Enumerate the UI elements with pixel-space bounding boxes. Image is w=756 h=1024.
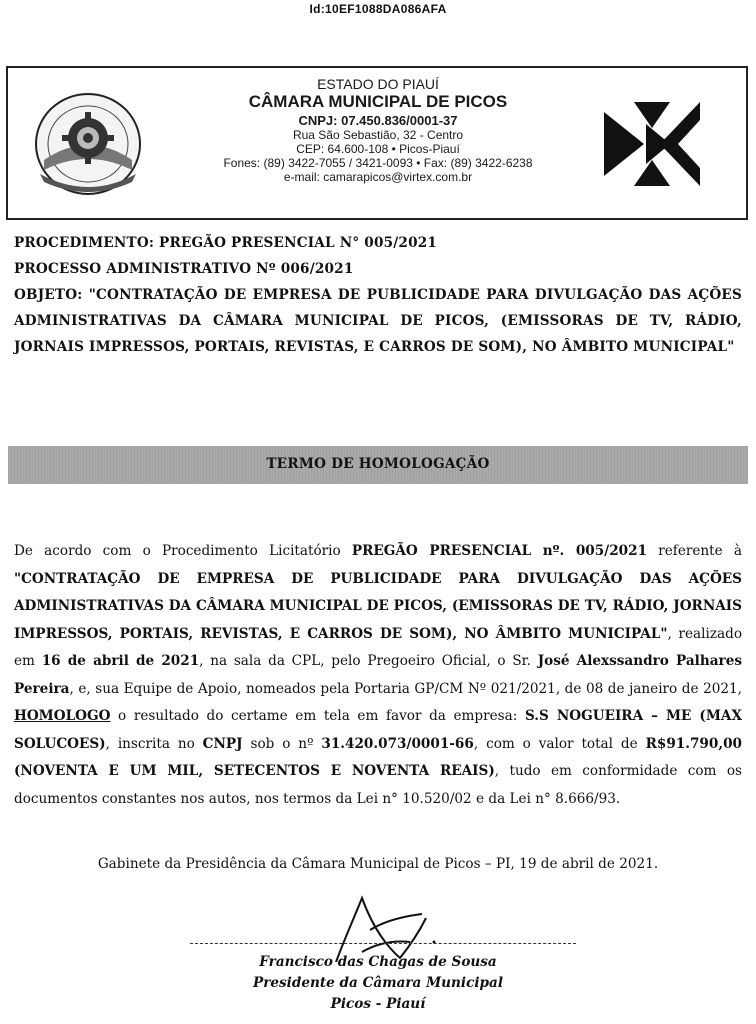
email: e-mail: camarapicos@virtex.com.br [283,170,473,184]
chamber-seal-logo [34,90,142,198]
place-and-date: Gabinete da Presidência da Câmara Municipal de Picos – PI, 19 de abril de 2021. [97,856,659,872]
body-bold: "CONTRATAÇÃO DE EMPRESA DE PUBLICIDADE PARA DIVULGAÇÃO DAS AÇÕES ADMINISTRATIVAS DA CÂMARA MUNICIPAL DE PICOS, (EMISSORAS DE TV, RÁDIO, JORNAIS IMPRESSOS, PORTAIS, REVISTAS, E CARROS DE SOM), NO ÂMBITO MUNICIPAL" [14,570,742,642]
section-band [8,446,748,484]
homologation-paragraph [14,538,742,813]
signer-role: Presidente da Câmara Municipal [252,975,503,991]
letterhead [6,66,748,220]
section-title: TERMO DE HOMOLOGAÇÃO [266,456,490,472]
body-bold: 16 de abril de 2021 [41,653,200,669]
city-emblem-icon [604,102,700,186]
chamber-cnpj: CNPJ: 07.450.836/0001-37 [298,113,458,128]
body-bold: José Alexssandro Palhares Pereira [14,653,742,697]
chamber-name: CÂMARA MUNICIPAL DE PICOS [248,92,508,111]
object-line: OBJETO: "CONTRATAÇÃO DE EMPRESA DE PUBLICIDADE PARA DIVULGAÇÃO DAS AÇÕES ADMINISTRATIVAS DA CÂMARA MUNICIPAL DE PICOS, (EMISSORAS DE TV, RÁDIO, JORNAIS IMPRESSOS, PORTAIS, REVISTAS, E CARROS DE SOM), NO ÂMBITO MUNICIPAL" [14,287,742,355]
procedure-fields [14,230,742,360]
body-text: , e, sua Equipe de Apoio, nomeados pela Portaria GP/CM Nº 021/2021, de 08 de janeiro de 2021, [69,680,742,697]
body-bold: PREGÃO PRESENCIAL nº. 005/2021 [351,543,648,559]
address: Rua São Sebastião, 32 - Centro [292,128,464,142]
body-text: o resultado do certame em tela em favor da empresa: [110,708,525,724]
body-underlined: HOMOLOGO [14,708,111,724]
signature-line [190,943,576,944]
body-text: , realizado em [14,625,743,669]
postal-code: CEP: 64.600-108 • Picos-Piauí [296,142,460,156]
body-bold: CNPJ [202,735,243,752]
body-bold: S.S NOGUEIRA – ME (MAX SOLUCOES) [14,708,743,752]
body-text: , na sala da CPL, pelo Pregoeiro Oficial, o Sr. [199,653,538,669]
body-text: De acordo com o Procedimento Licitatório [14,543,352,559]
body-bold: R$91.790,00 (NOVENTA E UM MIL, SETECENTOS E NOVENTA REAIS) [14,735,742,779]
body-text: , inscrita no [105,735,203,752]
procedure-line: PROCEDIMENTO: PREGÃO PRESENCIAL N° 005/2021 [14,235,438,251]
process-line: PROCESSO ADMINISTRATIVO Nº 006/2021 [14,261,354,277]
body-text: sob o nº [242,735,322,752]
signer-name: Francisco das Chagas de Sousa [259,954,497,970]
phones: Fones: (89) 3422-7055 / 3421-0093 • Fax: (89) 3422-6238 [223,156,533,170]
signer-city: Picos - Piauí [330,996,426,1012]
body-text: , tudo em conformidade com os documentos constantes nos autos, nos termos da Lei n° 10.520/02 e da Lei n° 8.666/93. [14,763,742,807]
body-bold: 31.420.073/0001-66 [321,735,474,752]
state-name: ESTADO DO PIAUÍ [317,76,439,92]
body-text: referente à [647,543,743,559]
body-text: , com o valor total de [473,735,646,752]
document-id: Id:10EF1088DA086AFA [309,2,447,16]
